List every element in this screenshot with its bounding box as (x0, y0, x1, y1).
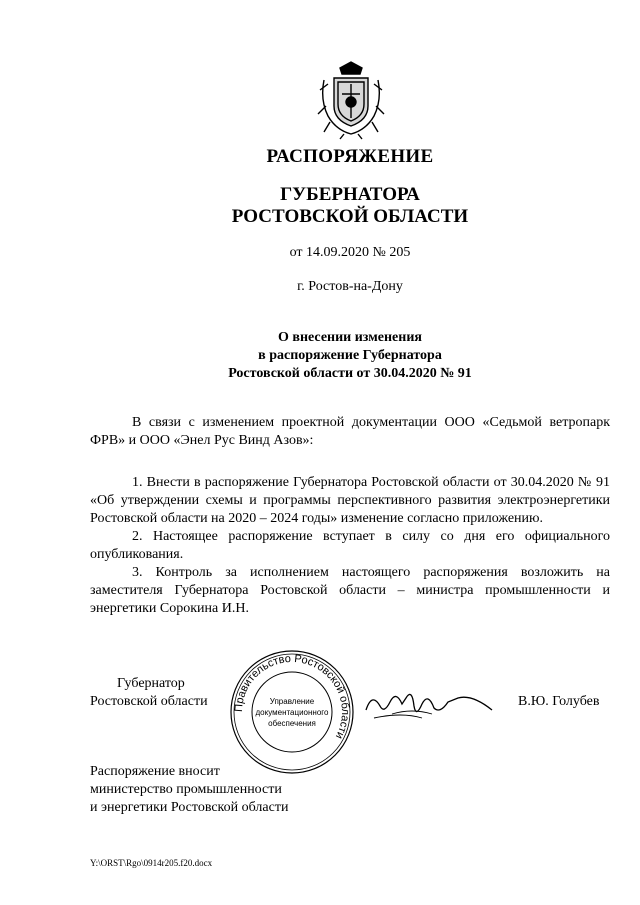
subject-line-3: Ростовской области от 30.04.2020 № 91 (228, 366, 472, 381)
intro-text: В связи с изменением проектной документации ООО «Седьмой ветропарк ФРВ» и ООО «Энел Рус Винд Азов»: (90, 415, 610, 448)
signer-title-line-2: Ростовской области (90, 694, 208, 709)
document-date-number: от 14.09.2020 № 205 (289, 245, 411, 260)
submitter-line-3: и энергетики Ростовской области (90, 800, 289, 815)
submitter-line-2: министерство промышленности (90, 782, 282, 797)
items-list (90, 474, 610, 618)
document-title: РАСПОРЯЖЕНИЕ (266, 146, 434, 167)
seal-inner-line-3: обеспечения (268, 719, 316, 728)
intro-paragraph (90, 414, 610, 450)
authority-line-1: ГУБЕРНАТОРА (280, 184, 420, 205)
subject-line-1: О внесении изменения (278, 330, 422, 345)
handwritten-signature (362, 684, 502, 724)
document-city: г. Ростов-на-Дону (297, 279, 403, 294)
submitter-line-1: Распоряжение вносит (90, 764, 220, 779)
seal-inner-line-1: Управление (269, 697, 315, 706)
seal-outer-text: Правительство Ростовской области (232, 652, 352, 741)
rostov-coat-of-arms-icon (316, 60, 386, 140)
signer-name: В.Ю. Голубев (518, 694, 600, 709)
file-path-footer: Y:\ORST\Rgo\0914r205.f20.docx (90, 858, 213, 868)
subject-line-2: в распоряжение Губернатора (258, 348, 442, 363)
seal-inner-line-2: документационного (255, 708, 329, 717)
official-seal (228, 648, 356, 776)
signer-title-line-1: Губернатор (117, 676, 185, 691)
list-item: 3. Контроль за исполнением настоящего распоряжения возложить на заместителя Губернатора Ростовской области – министра промышленности и энергетики Сорокина И.Н. (90, 565, 610, 616)
list-item: 1. Внести в распоряжение Губернатора Ростовской области от 30.04.2020 № 91 «Об утверждении схемы и программы перспективного развития электроэнергетики Ростовской области на 2020 – 2024 годы» изменение согласно приложению. (90, 475, 610, 526)
authority-line-2: РОСТОВСКОЙ ОБЛАСТИ (231, 206, 469, 227)
list-item: 2. Настоящее распоряжение вступает в силу со дня его официального опубликования. (90, 529, 610, 562)
